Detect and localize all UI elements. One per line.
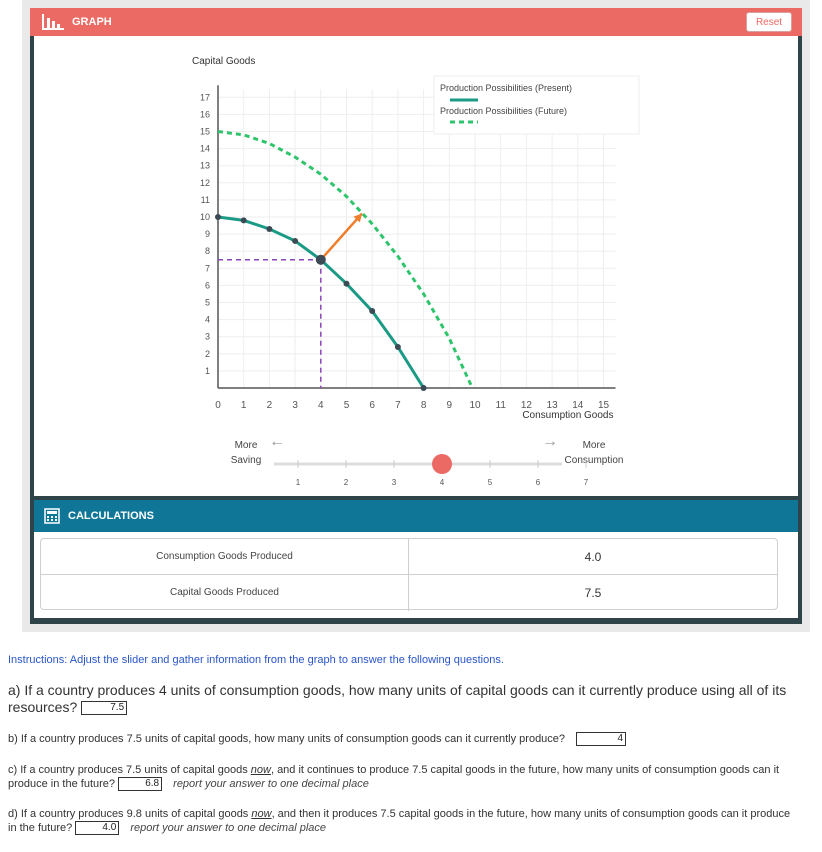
y-tick-label: 12 <box>199 177 210 188</box>
question-b <box>8 732 626 746</box>
y-tick-label: 5 <box>204 297 210 308</box>
y-tick-label: 3 <box>204 331 210 342</box>
shift-arrow-line <box>321 214 362 260</box>
x-tick-label: 10 <box>469 400 481 411</box>
slider-handle[interactable] <box>432 454 452 474</box>
x-tick-label: 13 <box>546 400 558 411</box>
x-tick-label: 1 <box>240 400 247 411</box>
consumption-goods-label: Consumption Goods Produced <box>41 539 409 575</box>
x-tick-label: 7 <box>395 400 401 411</box>
question-d-hint: report your answer to one decimal place <box>130 821 327 834</box>
x-tick-label: 14 <box>572 400 584 411</box>
x-tick-label: 5 <box>343 400 350 411</box>
question-b-answer[interactable]: 4 <box>576 732 626 746</box>
selected-point <box>316 255 326 265</box>
consumption-goods-value: 4.0 <box>584 550 602 564</box>
present-ppf-point <box>369 308 375 314</box>
present-ppf-point <box>266 226 272 232</box>
x-axis-title: Consumption Goods <box>522 410 614 421</box>
x-tick-label: 3 <box>292 400 298 411</box>
present-ppf-point <box>395 344 401 350</box>
question-c-text-2: , and it continues to produce 7.5 capital goods in the future, how many units of consumption goods can it produce in the future? <box>8 764 780 790</box>
x-tick-label: 11 <box>495 400 506 411</box>
graph-title: GRAPH <box>72 16 112 28</box>
y-axis-title: Capital Goods <box>192 56 256 67</box>
question-a-text: a) If a country produces 4 units of consumption goods, how many units of capital goods can it currently produce using all of its resources? <box>8 682 787 715</box>
instructions-text: Instructions: Adjust the slider and gather information from the graph to answer the following questions. <box>8 654 504 666</box>
present-ppf-point <box>421 385 427 391</box>
present-ppf-point <box>344 281 350 287</box>
y-tick-label: 11 <box>200 194 210 205</box>
question-c-answer[interactable]: 6.8 <box>118 777 162 791</box>
reset-button[interactable]: Reset <box>746 12 792 32</box>
slider-right-arrow: → <box>542 433 558 450</box>
x-tick-label: 15 <box>597 400 610 411</box>
present-ppf-point <box>241 217 247 223</box>
slider-right-label-line2: Consumption <box>564 455 624 466</box>
slider-tick-label: 3 <box>391 478 397 487</box>
bar-chart-icon <box>42 14 64 30</box>
question-d-text-2: , and then it produces 7.5 capital goods in the future, how many units of consumption goods can it produce in the future? <box>8 808 791 834</box>
slider-left-label-line2: Saving <box>230 455 262 466</box>
question-c-text-1: c) If a country produces 7.5 units of capital goods <box>8 764 248 776</box>
present-ppf-point <box>292 238 298 244</box>
y-tick-label: 16 <box>199 109 210 120</box>
y-tick-label: 4 <box>204 314 210 325</box>
y-tick-label: 2 <box>204 348 210 359</box>
calculations-header <box>34 500 798 532</box>
capital-goods-value: 7.5 <box>584 586 602 600</box>
y-tick-label: 13 <box>199 160 210 171</box>
question-d-answer[interactable]: 4.0 <box>75 821 119 835</box>
question-c-hint: report your answer to one decimal place <box>173 777 369 790</box>
question-d-text-1: d) If a country produces 9.8 units of capital goods <box>8 808 249 820</box>
present-ppf-point <box>215 214 221 220</box>
y-tick-label: 8 <box>204 246 210 257</box>
calculations-title: CALCULATIONS <box>68 510 154 522</box>
x-tick-label: 0 <box>215 400 221 411</box>
calculations-panel <box>34 532 798 618</box>
graph-header <box>30 8 802 36</box>
capital-goods-label: Capital Goods Produced <box>41 575 409 611</box>
graph-panel <box>34 36 798 496</box>
y-tick-label: 7 <box>204 263 210 274</box>
legend-future-label: Production Possibilities (Future) <box>440 106 568 116</box>
question-a <box>8 682 788 716</box>
slider-tick-label: 1 <box>295 478 301 487</box>
x-tick-label: 12 <box>520 400 532 411</box>
ppf-chart <box>34 36 798 496</box>
calculations-table <box>40 538 778 610</box>
slider-tick-label: 6 <box>535 478 541 487</box>
table-row <box>41 539 777 575</box>
x-tick-label: 9 <box>446 400 453 411</box>
y-tick-label: 17 <box>199 92 210 103</box>
slider-tick-label: 2 <box>343 478 349 487</box>
x-tick-label: 2 <box>266 400 273 411</box>
slider-tick-label: 7 <box>583 478 589 487</box>
question-c-now: now <box>250 764 271 776</box>
legend-present-label: Production Possibilities (Present) <box>440 83 573 93</box>
question-c <box>8 764 798 791</box>
y-tick-label: 6 <box>204 280 210 291</box>
calculator-icon <box>44 508 60 524</box>
question-b-text: b) If a country produces 7.5 units of capital goods, how many units of consumption goods can it currently produce? <box>8 732 566 745</box>
question-a-answer[interactable]: 7.5 <box>81 701 127 715</box>
table-row <box>41 575 777 611</box>
slider-right-label-line1: More <box>582 440 606 451</box>
question-d-now: now <box>251 808 272 820</box>
x-tick-label: 6 <box>369 400 375 411</box>
x-tick-label: 8 <box>420 400 427 411</box>
y-tick-label: 1 <box>204 365 210 376</box>
slider-tick-label: 5 <box>487 478 493 487</box>
slider-tick-label: 4 <box>439 478 445 487</box>
app-container <box>22 0 810 632</box>
y-tick-label: 14 <box>199 143 210 154</box>
slider-left-arrow: ← <box>269 433 285 450</box>
x-tick-label: 4 <box>318 400 324 411</box>
question-d <box>8 808 798 835</box>
y-tick-label: 10 <box>199 212 210 222</box>
slider-left-label-line1: More <box>234 440 258 451</box>
app-frame <box>30 8 802 624</box>
y-tick-label: 9 <box>204 229 210 240</box>
y-tick-label: 15 <box>199 126 210 137</box>
